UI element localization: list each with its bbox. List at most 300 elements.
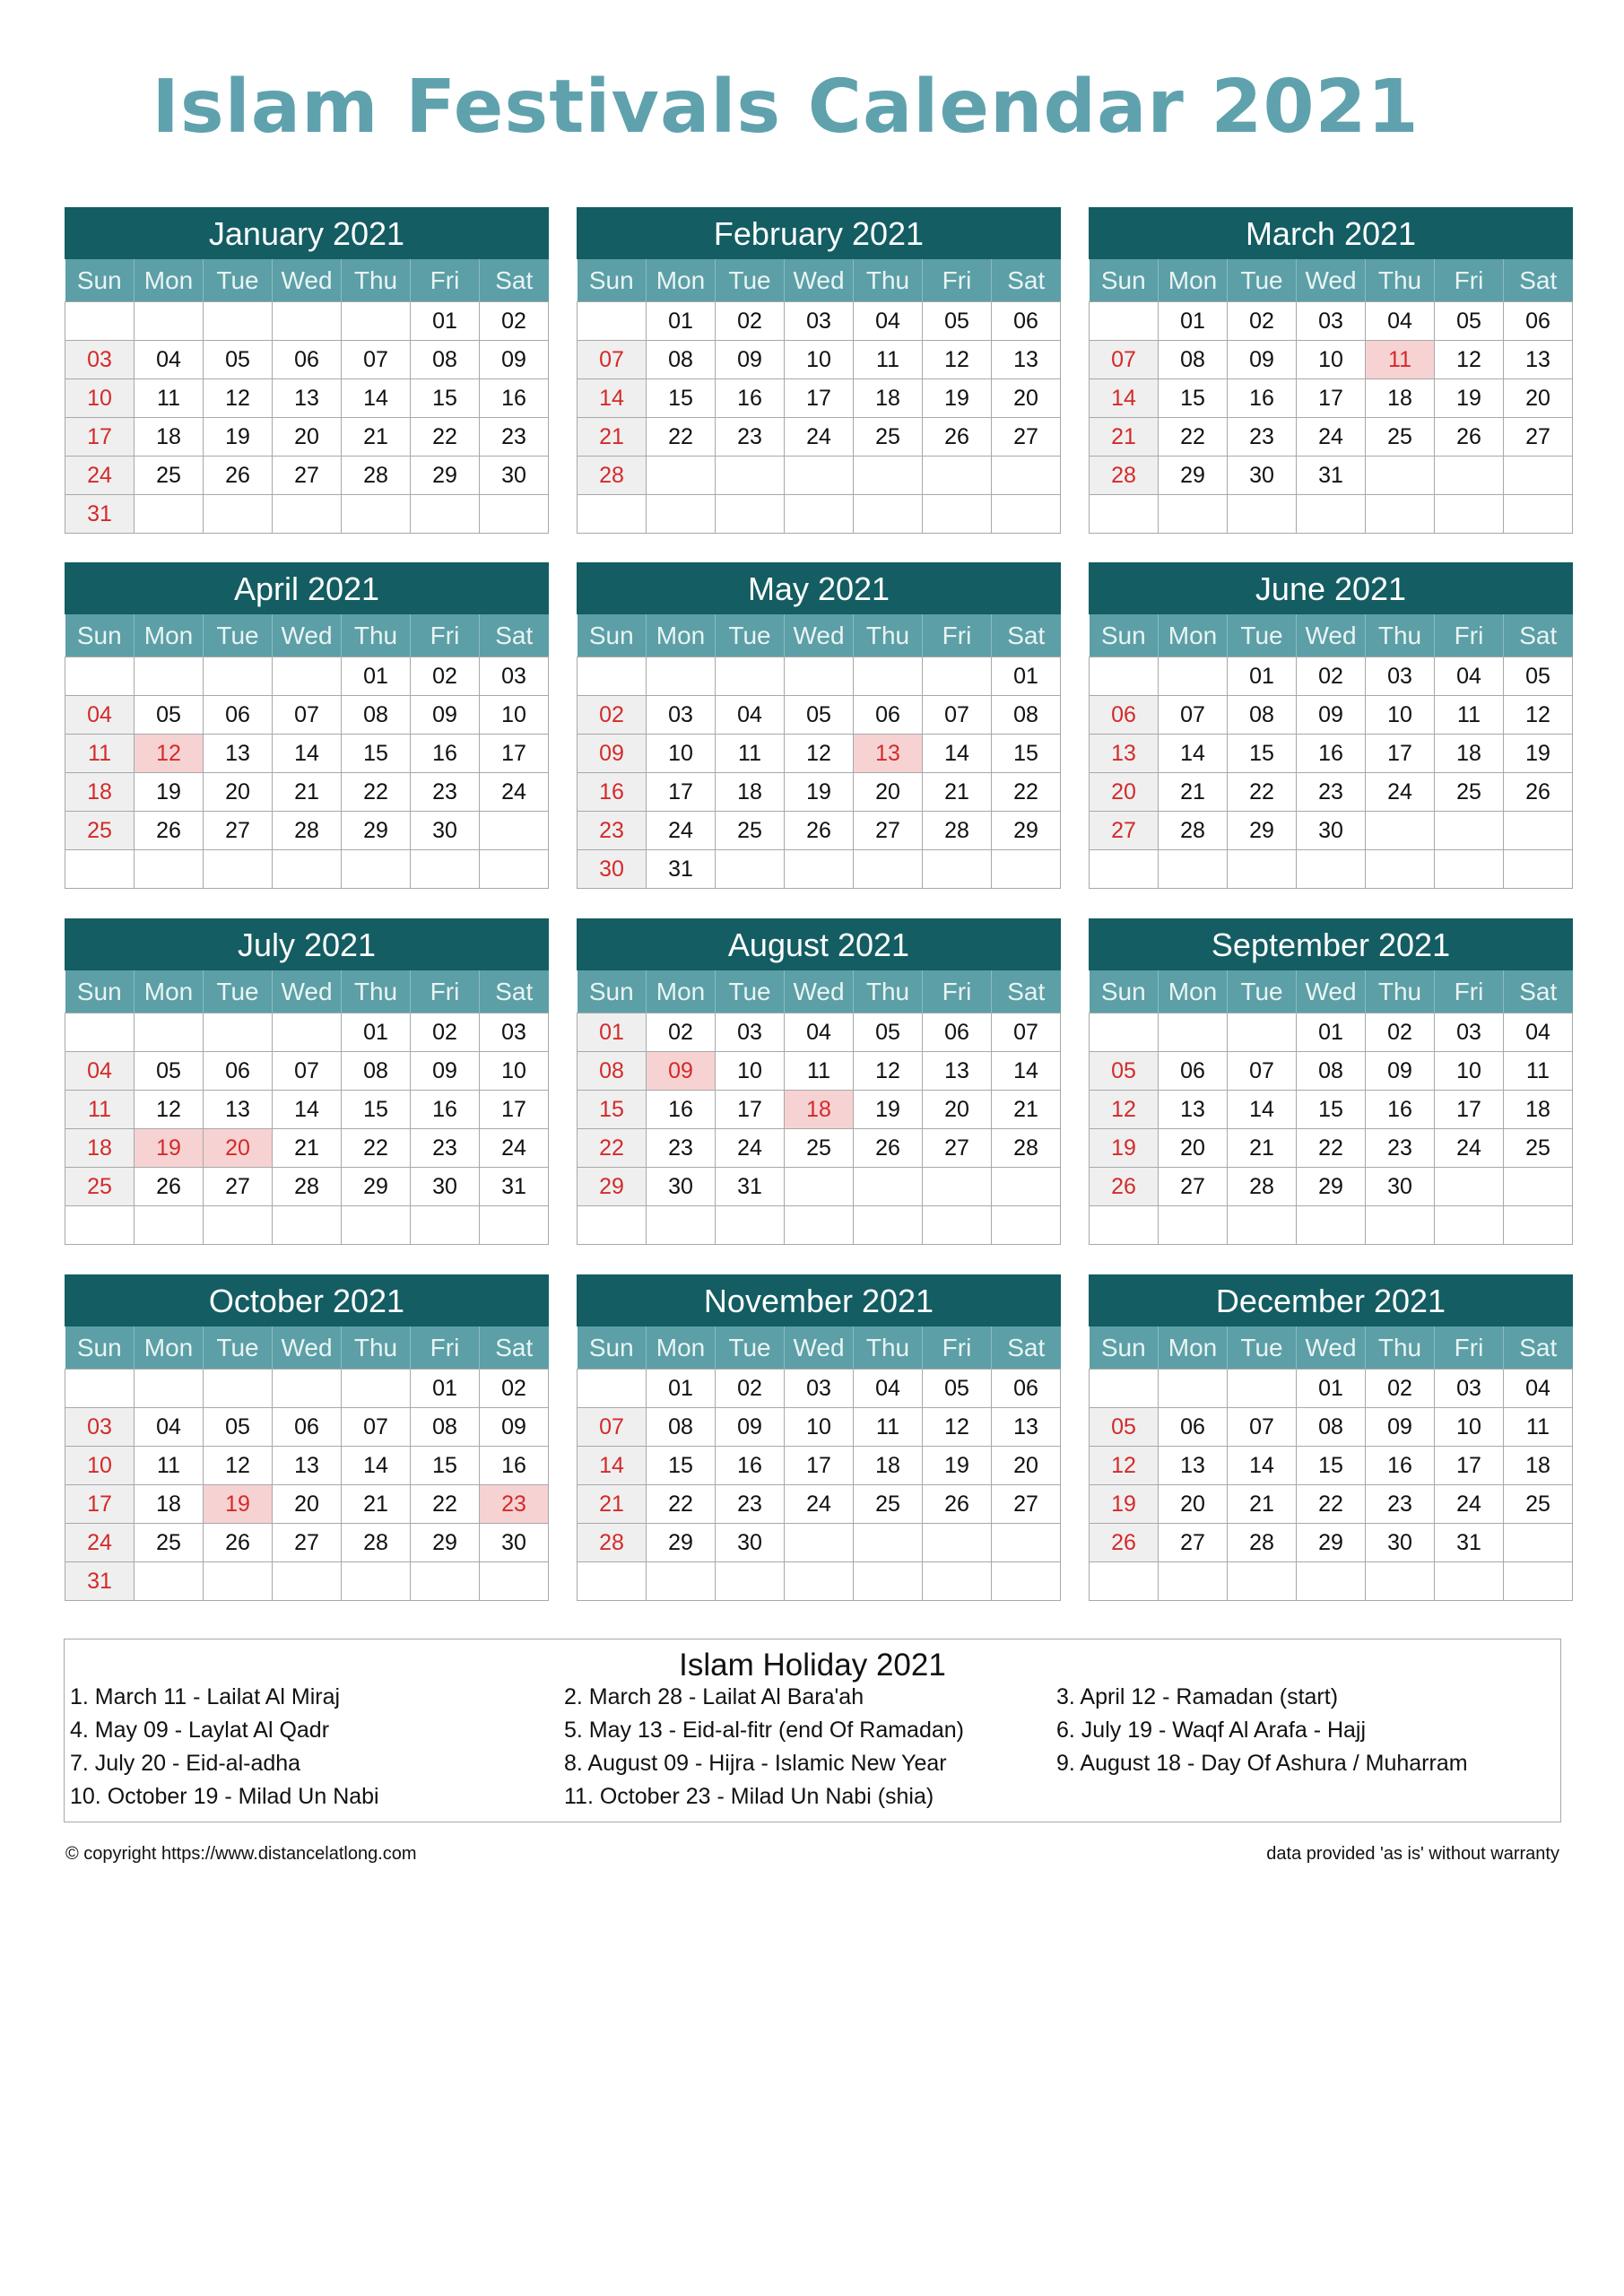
day-cell: 16 <box>1366 1091 1435 1129</box>
day-cell: 07 <box>273 1052 342 1091</box>
day-cell: 11 <box>716 735 785 773</box>
day-cell <box>65 1370 135 1408</box>
week-row <box>1090 1052 1573 1091</box>
day-cell: 17 <box>785 1447 854 1485</box>
month-title: August 2021 <box>577 918 1061 970</box>
week-row <box>65 1168 549 1206</box>
holiday-list-item: 6. July 19 - Waqf Al Arafa - Hajj <box>1056 1718 1367 1743</box>
day-cell: 07 <box>923 696 992 735</box>
day-cell <box>1366 457 1435 495</box>
day-cell <box>65 1206 135 1245</box>
day-cell: 22 <box>647 1485 716 1524</box>
weekday-header: Sat <box>1504 614 1573 657</box>
day-cell <box>342 1370 411 1408</box>
day-cell: 20 <box>923 1091 992 1129</box>
day-cell: 16 <box>716 379 785 418</box>
week-row <box>578 1206 1061 1245</box>
day-cell: 29 <box>1228 812 1297 850</box>
day-cell: 20 <box>204 773 273 812</box>
day-cell: 29 <box>411 457 480 495</box>
day-cell: 17 <box>65 1485 135 1524</box>
day-cell: 12 <box>1090 1447 1159 1485</box>
day-cell: 06 <box>992 302 1061 341</box>
day-cell: 29 <box>1297 1168 1366 1206</box>
day-cell: 21 <box>1228 1129 1297 1168</box>
weekday-header: Thu <box>1366 970 1435 1013</box>
day-cell: 10 <box>1297 341 1366 379</box>
day-cell: 12 <box>923 1408 992 1447</box>
day-cell: 02 <box>716 302 785 341</box>
day-cell <box>578 495 647 534</box>
weekday-header: Thu <box>854 970 923 1013</box>
day-cell: 02 <box>1366 1370 1435 1408</box>
weekday-header: Tue <box>1228 614 1297 657</box>
day-cell: 31 <box>1435 1524 1504 1562</box>
day-cell: 22 <box>992 773 1061 812</box>
day-cell: 09 <box>716 341 785 379</box>
weekday-header: Mon <box>1159 1326 1228 1370</box>
day-cell <box>716 1206 785 1245</box>
day-cell: 14 <box>1090 379 1159 418</box>
page-title: Islam Festivals Calendar 2021 <box>152 65 1420 150</box>
day-cell: 24 <box>480 773 549 812</box>
day-cell: 10 <box>480 1052 549 1091</box>
week-row <box>578 696 1061 735</box>
day-cell: 21 <box>992 1091 1061 1129</box>
day-cell: 04 <box>854 302 923 341</box>
day-cell: 09 <box>411 696 480 735</box>
day-cell: 23 <box>716 1485 785 1524</box>
day-cell: 24 <box>647 812 716 850</box>
day-cell <box>854 495 923 534</box>
day-cell <box>411 850 480 889</box>
day-cell <box>854 1168 923 1206</box>
day-cell: 28 <box>1228 1524 1297 1562</box>
day-cell: 27 <box>1159 1168 1228 1206</box>
day-cell: 26 <box>204 457 273 495</box>
day-cell: 01 <box>1228 657 1297 696</box>
day-cell: 03 <box>647 696 716 735</box>
month-title: January 2021 <box>65 207 549 259</box>
week-row <box>578 1013 1061 1052</box>
day-cell <box>1228 850 1297 889</box>
day-cell: 16 <box>716 1447 785 1485</box>
day-cell: 06 <box>1159 1052 1228 1091</box>
weekday-header: Tue <box>716 259 785 302</box>
week-row <box>578 773 1061 812</box>
day-cell: 03 <box>785 1370 854 1408</box>
day-cell <box>992 850 1061 889</box>
month-title: September 2021 <box>1089 918 1573 970</box>
week-row <box>65 1052 549 1091</box>
day-cell: 26 <box>854 1129 923 1168</box>
week-row <box>1090 1408 1573 1447</box>
day-cell: 31 <box>1297 457 1366 495</box>
day-cell: 21 <box>273 773 342 812</box>
day-cell: 01 <box>647 302 716 341</box>
day-cell: 04 <box>135 341 204 379</box>
weekday-header: Sat <box>992 1326 1061 1370</box>
day-cell: 27 <box>204 812 273 850</box>
day-cell: 25 <box>135 457 204 495</box>
week-row <box>578 1485 1061 1524</box>
day-cell: 04 <box>1435 657 1504 696</box>
day-cell: 03 <box>785 302 854 341</box>
day-cell: 22 <box>1297 1129 1366 1168</box>
day-cell: 05 <box>204 341 273 379</box>
day-cell: 29 <box>578 1168 647 1206</box>
day-cell: 15 <box>647 379 716 418</box>
weekday-header: Sat <box>480 259 549 302</box>
day-cell: 26 <box>923 1485 992 1524</box>
day-cell: 30 <box>411 1168 480 1206</box>
day-cell <box>1504 850 1573 889</box>
week-row <box>65 657 549 696</box>
day-cell: 05 <box>135 696 204 735</box>
day-cell: 12 <box>135 735 204 773</box>
weekday-header: Sun <box>65 970 135 1013</box>
week-row <box>1090 1206 1573 1245</box>
week-row <box>578 1052 1061 1091</box>
weekday-header: Wed <box>785 614 854 657</box>
day-cell <box>1435 1562 1504 1601</box>
day-cell: 23 <box>480 418 549 457</box>
day-cell: 03 <box>1435 1013 1504 1052</box>
day-cell: 19 <box>135 773 204 812</box>
day-cell: 04 <box>135 1408 204 1447</box>
day-cell: 13 <box>992 1408 1061 1447</box>
day-cell: 23 <box>411 773 480 812</box>
day-cell: 11 <box>135 1447 204 1485</box>
month-calendar <box>577 918 1061 1245</box>
day-cell <box>578 1562 647 1601</box>
week-row <box>1090 1524 1573 1562</box>
day-cell: 28 <box>1090 457 1159 495</box>
weekday-header: Wed <box>273 970 342 1013</box>
day-cell: 18 <box>854 1447 923 1485</box>
day-cell: 25 <box>854 418 923 457</box>
week-row <box>1090 457 1573 495</box>
weekday-header: Sun <box>1090 970 1159 1013</box>
day-cell: 09 <box>1228 341 1297 379</box>
week-row <box>65 1485 549 1524</box>
day-cell: 17 <box>480 735 549 773</box>
week-row <box>65 1013 549 1052</box>
weekday-header: Fri <box>923 970 992 1013</box>
day-cell: 20 <box>1090 773 1159 812</box>
weekday-header: Fri <box>1435 970 1504 1013</box>
weekday-header: Sun <box>578 970 647 1013</box>
day-cell: 10 <box>647 735 716 773</box>
day-cell: 13 <box>992 341 1061 379</box>
day-cell <box>1090 657 1159 696</box>
month-calendar <box>577 1274 1061 1601</box>
weekday-header: Tue <box>204 614 273 657</box>
day-cell <box>647 457 716 495</box>
day-cell <box>992 1524 1061 1562</box>
day-cell <box>1228 1013 1297 1052</box>
day-cell: 14 <box>273 1091 342 1129</box>
day-cell: 13 <box>204 1091 273 1129</box>
day-cell: 19 <box>204 418 273 457</box>
month-calendar <box>1089 1274 1573 1601</box>
week-row <box>65 1524 549 1562</box>
week-row <box>578 495 1061 534</box>
week-row <box>1090 418 1573 457</box>
day-cell: 08 <box>411 1408 480 1447</box>
day-cell: 12 <box>135 1091 204 1129</box>
day-cell: 07 <box>342 341 411 379</box>
day-cell <box>785 1562 854 1601</box>
weekday-header: Mon <box>135 259 204 302</box>
weekday-header: Wed <box>1297 614 1366 657</box>
day-cell: 21 <box>1159 773 1228 812</box>
month-calendar <box>577 207 1061 534</box>
month-title: December 2021 <box>1089 1274 1573 1326</box>
day-cell <box>716 850 785 889</box>
day-cell: 30 <box>1366 1168 1435 1206</box>
day-cell: 09 <box>480 341 549 379</box>
day-cell: 18 <box>65 773 135 812</box>
day-cell: 17 <box>785 379 854 418</box>
day-cell: 08 <box>1297 1408 1366 1447</box>
week-row <box>65 1206 549 1245</box>
week-row <box>1090 812 1573 850</box>
day-cell: 16 <box>480 1447 549 1485</box>
holiday-list-item: 10. October 19 - Milad Un Nabi <box>70 1784 379 1809</box>
day-cell: 15 <box>1297 1447 1366 1485</box>
day-cell <box>342 302 411 341</box>
day-cell: 04 <box>854 1370 923 1408</box>
day-cell: 21 <box>342 1485 411 1524</box>
day-cell: 09 <box>647 1052 716 1091</box>
day-cell <box>854 457 923 495</box>
weekday-header: Thu <box>342 614 411 657</box>
day-cell <box>923 1562 992 1601</box>
day-cell <box>342 495 411 534</box>
day-cell: 25 <box>1504 1485 1573 1524</box>
day-cell <box>204 1562 273 1601</box>
weekday-header: Fri <box>411 614 480 657</box>
day-cell: 04 <box>65 1052 135 1091</box>
weekday-header: Tue <box>1228 1326 1297 1370</box>
day-cell: 02 <box>480 1370 549 1408</box>
week-row <box>65 341 549 379</box>
week-row <box>1090 495 1573 534</box>
week-row <box>1090 341 1573 379</box>
week-row <box>1090 1091 1573 1129</box>
day-cell: 11 <box>1504 1052 1573 1091</box>
day-cell: 17 <box>716 1091 785 1129</box>
day-cell: 16 <box>647 1091 716 1129</box>
day-cell: 06 <box>273 1408 342 1447</box>
day-cell: 05 <box>1090 1052 1159 1091</box>
weekday-header: Thu <box>854 1326 923 1370</box>
day-cell: 04 <box>716 696 785 735</box>
weekday-header: Tue <box>716 970 785 1013</box>
day-cell <box>273 850 342 889</box>
day-cell: 25 <box>65 1168 135 1206</box>
day-cell <box>480 812 549 850</box>
day-cell: 03 <box>65 341 135 379</box>
day-cell <box>1159 495 1228 534</box>
week-row <box>65 1447 549 1485</box>
weekday-header: Tue <box>204 1326 273 1370</box>
weekday-header: Thu <box>342 259 411 302</box>
day-cell: 27 <box>204 1168 273 1206</box>
day-cell: 07 <box>273 696 342 735</box>
day-cell: 10 <box>785 341 854 379</box>
day-cell <box>1366 1562 1435 1601</box>
day-cell: 28 <box>342 1524 411 1562</box>
day-cell: 20 <box>854 773 923 812</box>
day-cell: 25 <box>785 1129 854 1168</box>
day-cell <box>785 1524 854 1562</box>
day-cell: 14 <box>923 735 992 773</box>
week-row <box>578 1129 1061 1168</box>
day-cell <box>65 1013 135 1052</box>
day-cell: 10 <box>1435 1408 1504 1447</box>
week-row <box>1090 1447 1573 1485</box>
day-cell <box>273 495 342 534</box>
day-cell: 16 <box>1228 379 1297 418</box>
weekday-header: Mon <box>647 259 716 302</box>
week-row <box>578 1447 1061 1485</box>
weekday-header: Mon <box>1159 970 1228 1013</box>
month-title: November 2021 <box>577 1274 1061 1326</box>
day-cell: 24 <box>785 1485 854 1524</box>
day-cell: 17 <box>480 1091 549 1129</box>
day-cell <box>135 657 204 696</box>
day-cell: 04 <box>65 696 135 735</box>
weekday-header: Mon <box>135 970 204 1013</box>
day-cell: 04 <box>1504 1013 1573 1052</box>
day-cell <box>1090 850 1159 889</box>
day-cell: 02 <box>647 1013 716 1052</box>
day-cell: 20 <box>273 418 342 457</box>
day-cell: 25 <box>1504 1129 1573 1168</box>
day-cell: 24 <box>65 457 135 495</box>
day-cell: 07 <box>1228 1052 1297 1091</box>
day-cell <box>204 850 273 889</box>
day-cell <box>1159 1206 1228 1245</box>
day-cell: 26 <box>1090 1524 1159 1562</box>
day-cell <box>273 1013 342 1052</box>
day-cell: 13 <box>273 1447 342 1485</box>
day-cell: 17 <box>1297 379 1366 418</box>
day-cell: 06 <box>1504 302 1573 341</box>
day-cell <box>411 495 480 534</box>
day-cell: 07 <box>1228 1408 1297 1447</box>
week-row <box>578 1524 1061 1562</box>
month-calendar <box>65 207 549 534</box>
day-cell: 14 <box>578 379 647 418</box>
day-cell: 03 <box>1435 1370 1504 1408</box>
day-cell: 10 <box>480 696 549 735</box>
day-cell <box>854 657 923 696</box>
week-row <box>578 1091 1061 1129</box>
day-cell <box>1228 495 1297 534</box>
day-cell: 17 <box>1366 735 1435 773</box>
day-cell: 28 <box>1159 812 1228 850</box>
day-cell: 24 <box>65 1524 135 1562</box>
day-cell <box>1297 850 1366 889</box>
holiday-list-title: Islam Holiday 2021 <box>679 1648 946 1683</box>
weekday-header: Sat <box>992 614 1061 657</box>
day-cell: 12 <box>1435 341 1504 379</box>
week-row <box>578 850 1061 889</box>
day-cell <box>411 1562 480 1601</box>
weekday-header: Tue <box>716 1326 785 1370</box>
day-cell: 13 <box>1090 735 1159 773</box>
day-cell: 09 <box>578 735 647 773</box>
day-cell: 09 <box>411 1052 480 1091</box>
day-cell: 28 <box>578 457 647 495</box>
weekday-header: Mon <box>135 614 204 657</box>
day-cell <box>1159 657 1228 696</box>
day-cell <box>1435 1206 1504 1245</box>
day-cell: 05 <box>1435 302 1504 341</box>
day-cell: 08 <box>578 1052 647 1091</box>
day-cell <box>578 1206 647 1245</box>
holiday-list-box <box>64 1639 1561 1822</box>
week-row <box>65 418 549 457</box>
day-cell: 12 <box>204 1447 273 1485</box>
month-title: October 2021 <box>65 1274 549 1326</box>
week-row <box>578 657 1061 696</box>
day-cell <box>1504 495 1573 534</box>
day-cell: 27 <box>923 1129 992 1168</box>
weekday-header: Wed <box>785 970 854 1013</box>
day-cell: 20 <box>992 1447 1061 1485</box>
day-cell <box>1090 1562 1159 1601</box>
day-cell: 21 <box>1228 1485 1297 1524</box>
day-cell <box>1228 1206 1297 1245</box>
day-cell: 30 <box>578 850 647 889</box>
day-cell <box>273 1562 342 1601</box>
weekday-header: Wed <box>1297 1326 1366 1370</box>
day-cell: 10 <box>716 1052 785 1091</box>
week-row <box>578 341 1061 379</box>
day-cell: 11 <box>854 341 923 379</box>
day-cell: 16 <box>480 379 549 418</box>
day-cell: 30 <box>411 812 480 850</box>
day-cell <box>1435 495 1504 534</box>
weekday-header: Tue <box>716 614 785 657</box>
day-cell <box>1366 812 1435 850</box>
weekday-header: Sun <box>578 1326 647 1370</box>
day-cell: 22 <box>647 418 716 457</box>
day-cell: 13 <box>273 379 342 418</box>
disclaimer-text: data provided 'as is' without warranty <box>1266 1844 1559 1864</box>
day-cell: 14 <box>992 1052 1061 1091</box>
day-cell: 18 <box>1504 1091 1573 1129</box>
day-cell: 09 <box>1366 1408 1435 1447</box>
week-row <box>578 418 1061 457</box>
day-cell: 19 <box>785 773 854 812</box>
weekday-header: Mon <box>647 1326 716 1370</box>
day-cell <box>1228 1370 1297 1408</box>
day-cell <box>716 457 785 495</box>
week-row <box>578 1168 1061 1206</box>
weekday-header: Thu <box>1366 259 1435 302</box>
day-cell: 19 <box>1435 379 1504 418</box>
day-cell <box>65 302 135 341</box>
weekday-header: Sun <box>65 614 135 657</box>
day-cell <box>1090 495 1159 534</box>
day-cell: 23 <box>647 1129 716 1168</box>
day-cell <box>1159 1013 1228 1052</box>
